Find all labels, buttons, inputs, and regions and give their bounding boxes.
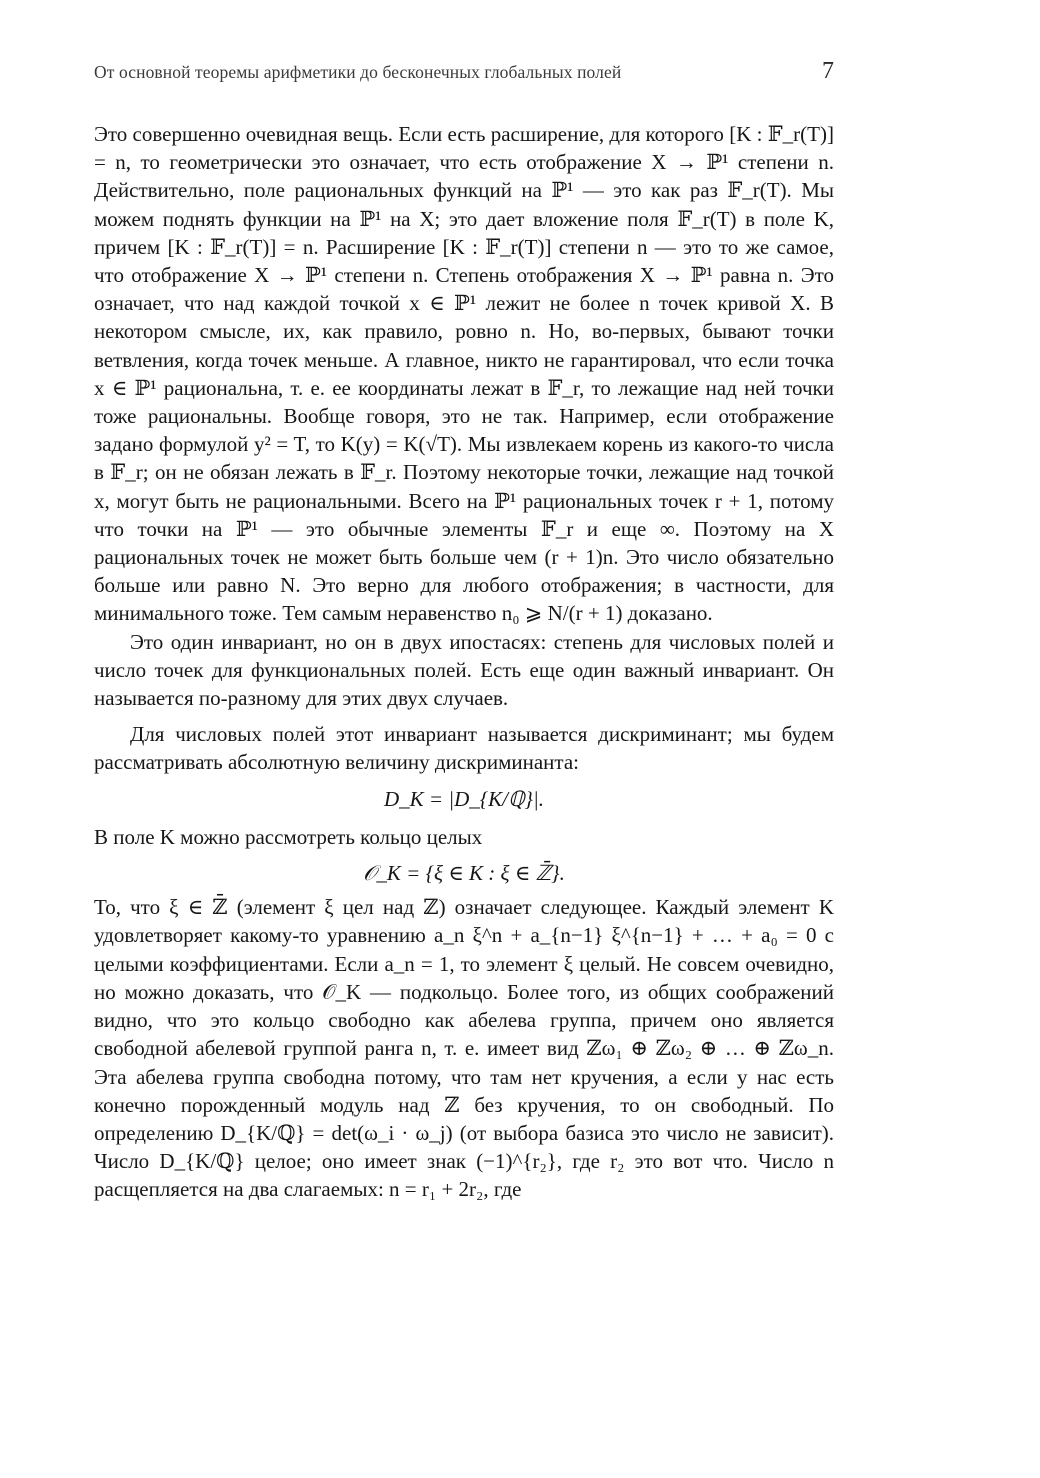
page-number: 7 (822, 58, 834, 84)
running-title: От основной теоремы арифметики до бесконечных глобальных полей (94, 62, 622, 82)
paragraph-5: То, что ξ ∈ ℤ̄ (элемент ξ цел над ℤ) означает следующее. Каждый элемент K удовлетворяет какому-то уравнению a_n ξ^n + a_{n−1} ξ^{n−1} + … + a₀ = 0 с целыми коэффициентами. Если a_n = 1, то элемент ξ целый. Не совсем очевидно, но можно доказать, что 𝒪_K — подкольцо. Более того, из общих соображений видно, что это кольцо свободно как абелева группа, причем оно является свободной абелевой группой ранга n, т. е. имеет вид ℤω₁ ⊕ ℤω₂ ⊕ … ⊕ ℤω_n. Эта абелева группа свободна потому, что там нет кручения, а если у нас есть конечно порожденный модуль над ℤ без кручения, то он свободный. По определению D_{K/ℚ} = det(ω_i · ω_j) (от выбора базиса это число не зависит). Число D_{K/ℚ} целое; оно имеет знак (−1)^{r₂}, где r₂ это вот что. Число n расщепляется на два слагаемых: n = r₁ + 2r₂, где (94, 895, 834, 1202)
paragraph-4: В поле K можно рассмотреть кольцо целых (94, 824, 483, 849)
paragraph-2: Это один инвариант, но он в двух ипостасях: степень для числовых полей и число точек для функциональных полей. Есть еще один важный инвариант. Он называется по-разному для этих двух случаев. (94, 629, 834, 711)
paragraph-3: Для числовых полей этот инвариант называется дискриминант; мы будем рассматривать абсолютную величину дискриминанта: (94, 722, 834, 775)
paragraph-1: Это совершенно очевидная вещь. Если есть расширение, для которого [K : 𝔽_r(T)] = n, то геометрически это означает, что есть отображение X → ℙ¹ степени n. Действительно, поле рациональных функций на ℙ¹ — это как раз 𝔽_r(T). Мы можем поднять функции на ℙ¹ на X; это дает вложение поля 𝔽_r(T) в поле K, причем [K : 𝔽_r(T)] = n. Расширение [K : 𝔽_r(T)] степени n — это то же самое, что отображение X → ℙ¹ степени n. Степень отображения X → ℙ¹ равна n. Это означает, что над каждой точкой x ∈ ℙ¹ лежит не более n точек кривой X. В некотором смысле, их, как правило, ровно n. Но, во-первых, бывают точки ветвления, когда точек меньше. А главное, никто не гарантировал, что если точка x ∈ ℙ¹ рациональна, т. е. ее координаты лежат в 𝔽_r, то лежащие над ней точки тоже рациональны. Вообще говоря, это не так. Например, если отображение задано формулой y² = T, то K(y) = K(√T). Мы извлекаем корень из какого-то числа в 𝔽_r; он не обязан лежать в 𝔽_r. Поэтому некоторые точки, лежащие над точкой x, могут быть не рациональными. Всего на ℙ¹ рациональных точек r + 1, потому что точки на ℙ¹ — это обычные элементы 𝔽_r и еще ∞. Поэтому на X рациональных точек не может быть больше чем (r + 1)n. Это число обязательно больше или равно N. Это верно для любого отображения; в частности, для минимального тоже. Тем самым неравенство n₀ ⩾ N/(r + 1) доказано. (94, 122, 834, 626)
running-head (94, 60, 834, 88)
formula-ring-of-integers: 𝒪_K = {ξ ∈ K : ξ ∈ ℤ̄}. (363, 861, 565, 886)
body-text (94, 120, 834, 1204)
formula-discriminant: D_K = |D_{K/ℚ}|. (384, 786, 544, 811)
